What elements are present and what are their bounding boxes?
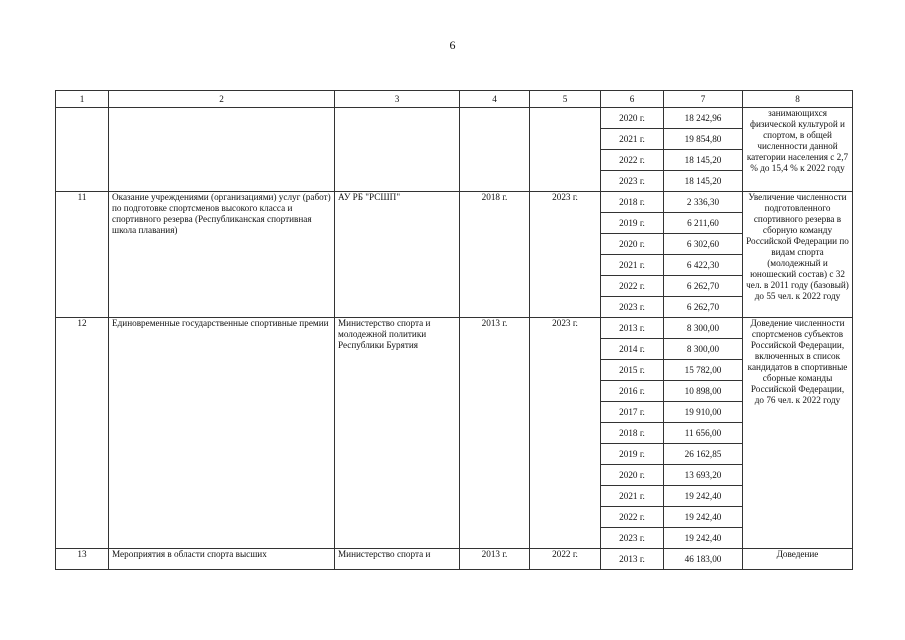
value-cell: 6 422,30 (664, 255, 743, 276)
year-cell: 2020 г. (601, 234, 664, 255)
year-cell: 2020 г. (601, 465, 664, 486)
year-cell: 2021 г. (601, 486, 664, 507)
result-cell: занимающихся физической культурой и спортом, в общей численности данной категории населения с 2,7 % до 15,4 % к 2022 году (743, 108, 853, 192)
year-cell: 2013 г. (601, 318, 664, 339)
value-cell: 13 693,20 (664, 465, 743, 486)
year-cell: 2015 г. (601, 360, 664, 381)
value-cell: 10 898,00 (664, 381, 743, 402)
table-row (56, 549, 853, 570)
year-cell: 2019 г. (601, 444, 664, 465)
header-row (56, 91, 853, 108)
value-cell: 18 145,20 (664, 171, 743, 192)
table-row (56, 318, 853, 339)
num-cell: 13 (56, 549, 109, 570)
value-cell: 6 302,60 (664, 234, 743, 255)
value-cell: 6 211,60 (664, 213, 743, 234)
executor-cell: Министерство спорта и молодежной политики Республики Бурятия (335, 318, 460, 549)
num-cell: 12 (56, 318, 109, 549)
executor-cell: АУ РБ "РСШП" (335, 192, 460, 318)
executor-cell (335, 108, 460, 192)
year-cell: 2022 г. (601, 150, 664, 171)
value-cell: 11 656,00 (664, 423, 743, 444)
start-cell (460, 108, 530, 192)
value-cell: 8 300,00 (664, 339, 743, 360)
year-cell: 2020 г. (601, 108, 664, 129)
year-cell: 2014 г. (601, 339, 664, 360)
year-cell: 2018 г. (601, 423, 664, 444)
value-cell: 6 262,70 (664, 276, 743, 297)
result-cell: Доведение (743, 549, 853, 570)
name-cell: Оказание учреждениями (организациями) услуг (работ) по подготовке спортсменов высокого класса и спортивного резерва (Республиканская спортивная школа плавания) (109, 192, 335, 318)
header-cell: 4 (460, 91, 530, 108)
value-cell: 19 910,00 (664, 402, 743, 423)
value-cell: 2 336,30 (664, 192, 743, 213)
result-cell: Увеличение численности подготовленного спортивного резерва в сборную команду Российской Федерации по видам спорта (молодежный и юношеский состав) с 32 чел. в 2011 году (базовый) до 55 чел. к 2022 году (743, 192, 853, 318)
value-cell: 15 782,00 (664, 360, 743, 381)
value-cell: 19 242,40 (664, 486, 743, 507)
year-cell: 2022 г. (601, 507, 664, 528)
value-cell: 18 145,20 (664, 150, 743, 171)
value-cell: 46 183,00 (664, 549, 743, 570)
year-cell: 2023 г. (601, 171, 664, 192)
value-cell: 19 242,40 (664, 507, 743, 528)
program-table (55, 90, 853, 570)
start-cell: 2013 г. (460, 318, 530, 549)
header-cell: 7 (664, 91, 743, 108)
header-cell: 1 (56, 91, 109, 108)
end-cell: 2023 г. (530, 192, 601, 318)
value-cell: 26 162,85 (664, 444, 743, 465)
result-cell: Доведение численности спортсменов субъектов Российской Федерации, включенных в список кандидатов в спортивные сборные команды Российской Федерации, до 76 чел. к 2022 году (743, 318, 853, 549)
table-row (56, 108, 853, 129)
year-cell: 2021 г. (601, 129, 664, 150)
year-cell: 2023 г. (601, 528, 664, 549)
year-cell: 2022 г. (601, 276, 664, 297)
end-cell: 2023 г. (530, 318, 601, 549)
value-cell: 6 262,70 (664, 297, 743, 318)
start-cell: 2018 г. (460, 192, 530, 318)
start-cell: 2013 г. (460, 549, 530, 570)
value-cell: 19 854,80 (664, 129, 743, 150)
header-cell: 5 (530, 91, 601, 108)
page-number: 6 (449, 38, 456, 52)
year-cell: 2017 г. (601, 402, 664, 423)
year-cell: 2016 г. (601, 381, 664, 402)
end-cell (530, 108, 601, 192)
name-cell (109, 108, 335, 192)
year-cell: 2018 г. (601, 192, 664, 213)
value-cell: 19 242,40 (664, 528, 743, 549)
value-cell: 8 300,00 (664, 318, 743, 339)
header-cell: 6 (601, 91, 664, 108)
table-row (56, 192, 853, 213)
year-cell: 2021 г. (601, 255, 664, 276)
header-cell: 2 (109, 91, 335, 108)
end-cell: 2022 г. (530, 549, 601, 570)
value-cell: 18 242,96 (664, 108, 743, 129)
num-cell: 11 (56, 192, 109, 318)
year-cell: 2023 г. (601, 297, 664, 318)
name-cell: Мероприятия в области спорта высших (109, 549, 335, 570)
header-cell: 8 (743, 91, 853, 108)
num-cell (56, 108, 109, 192)
executor-cell: Министерство спорта и (335, 549, 460, 570)
year-cell: 2013 г. (601, 549, 664, 570)
name-cell: Единовременные государственные спортивные премии (109, 318, 335, 549)
header-cell: 3 (335, 91, 460, 108)
year-cell: 2019 г. (601, 213, 664, 234)
